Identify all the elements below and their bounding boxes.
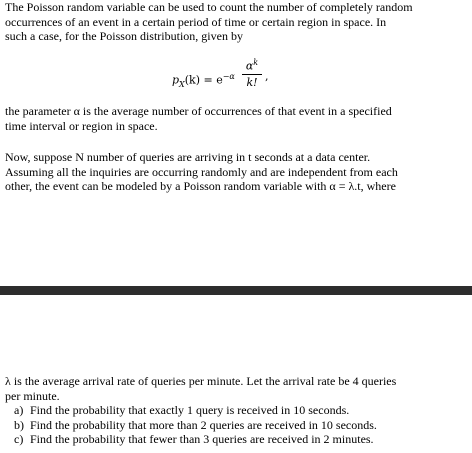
formula-denominator: k! [246,75,258,89]
question-item [14,432,464,447]
question-marker: c) [14,432,24,446]
question-item [14,418,464,433]
question-text: Find the probability that more than 2 queries are received in 10 seconds. [30,417,377,432]
intro-line: such a case, for the Poisson distribution, given by [5,29,243,43]
scenario-paragraph [5,150,467,194]
formula-subscript: X [179,79,185,89]
poisson-formula [172,56,312,96]
scenario-line: Now, suppose N number of queries are arriving in t seconds at a data center. [5,150,371,164]
intro-paragraph [5,0,467,44]
formula-numerator: $\alpha^k$ [245,58,259,73]
formula-lhs: $p_X(k) = e^{-\alpha}$ [172,72,235,89]
scenario-line: other, the event can be modeled by a Poisson random variable with α = λ.t, where [5,179,396,193]
question-item [14,403,464,418]
rate-paragraph [5,374,467,403]
formula-comma: , [265,70,269,83]
parameter-paragraph [5,104,467,133]
intro-line: The Poisson random variable can be used to count the number of completely random [5,0,413,14]
formula-fraction [242,56,262,89]
rate-line: λ is the average arrival rate of queries per minute. Let the arrival rate be 4 queries [5,374,397,388]
question-text: Find the probability that fewer than 3 queries are received in 2 minutes. [30,432,374,446]
question-list [14,403,464,447]
question-text: Find the probability that exactly 1 query is received in 10 seconds. [30,403,350,417]
question-marker: a) [14,403,24,417]
question-marker: b) [14,417,24,432]
fraction-bar [242,74,262,75]
rate-line: per minute. [5,388,60,403]
intro-line: occurrences of an event in a certain period of time or certain region in space. In [5,14,387,29]
param-line: the parameter α is the average number of occurrences of that event in a specified [5,104,392,118]
scenario-line: Assuming all the inquiries are occurring randomly and are independent from each [5,164,398,179]
formula-exponent: −α [222,72,235,81]
param-line: time interval or region in space. [5,118,158,133]
page-divider [0,286,472,295]
